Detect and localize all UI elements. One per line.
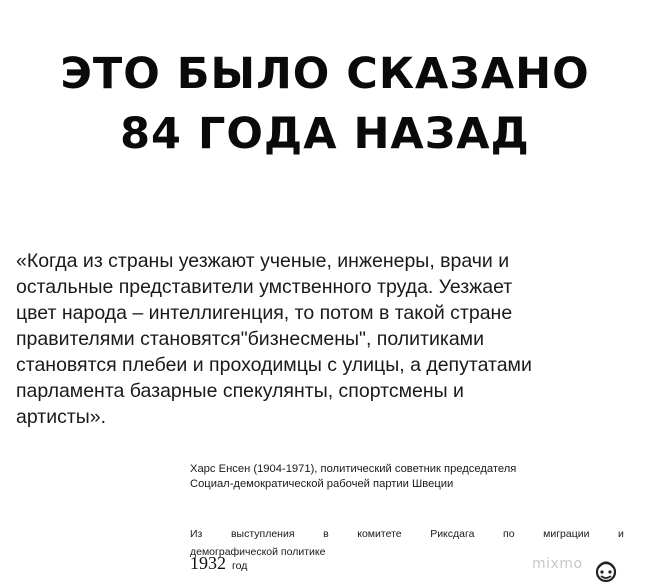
year-word: год	[232, 560, 248, 572]
attribution-line-1: Харс Енсен (1904-1971), политический советник председателя	[190, 463, 517, 475]
source-year	[190, 553, 247, 574]
quote-line: становятся плебеи и проходимцы с улицы, а депутатами	[16, 354, 532, 376]
quote-line: артисты».	[16, 406, 107, 428]
headline-line-1: ЭТО БЫЛО СКАЗАНО	[60, 49, 590, 99]
quote-line: парламента базарные спекулянты, спортсмены и	[16, 380, 464, 402]
quote-line: «Когда из страны уезжают ученые, инженеры, врачи и	[16, 250, 510, 272]
headline	[0, 44, 650, 164]
source-word: по	[503, 528, 515, 540]
source-line-2: демографической политике	[190, 546, 326, 558]
quote-line: остальные представители умственного труда. Уезжает	[16, 276, 513, 298]
headline-line-2: 84 ГОДА НАЗАД	[120, 109, 530, 159]
source-word: выступления	[230, 528, 295, 540]
source-word: комитете	[357, 528, 402, 540]
watermark-logo-icon	[592, 555, 624, 583]
watermark-text: mixmo	[532, 556, 583, 572]
source-word: Из	[190, 528, 203, 540]
quote-line: правителями становятся"бизнесмены", политиками	[16, 328, 484, 350]
source-word: в	[323, 528, 329, 540]
quote-line: цвет народа – интеллигенция, то потом в такой стране	[16, 302, 513, 324]
attribution-line-2: Социал-демократической рабочей партии Швеции	[190, 478, 454, 490]
source-line-1	[190, 525, 624, 543]
quote-text	[16, 248, 646, 430]
source-word: Риксдага	[430, 528, 475, 540]
year-number: 1932	[190, 553, 226, 573]
source-word: миграции	[543, 528, 590, 540]
quote-attribution	[190, 462, 640, 492]
source-word: и	[618, 528, 624, 540]
